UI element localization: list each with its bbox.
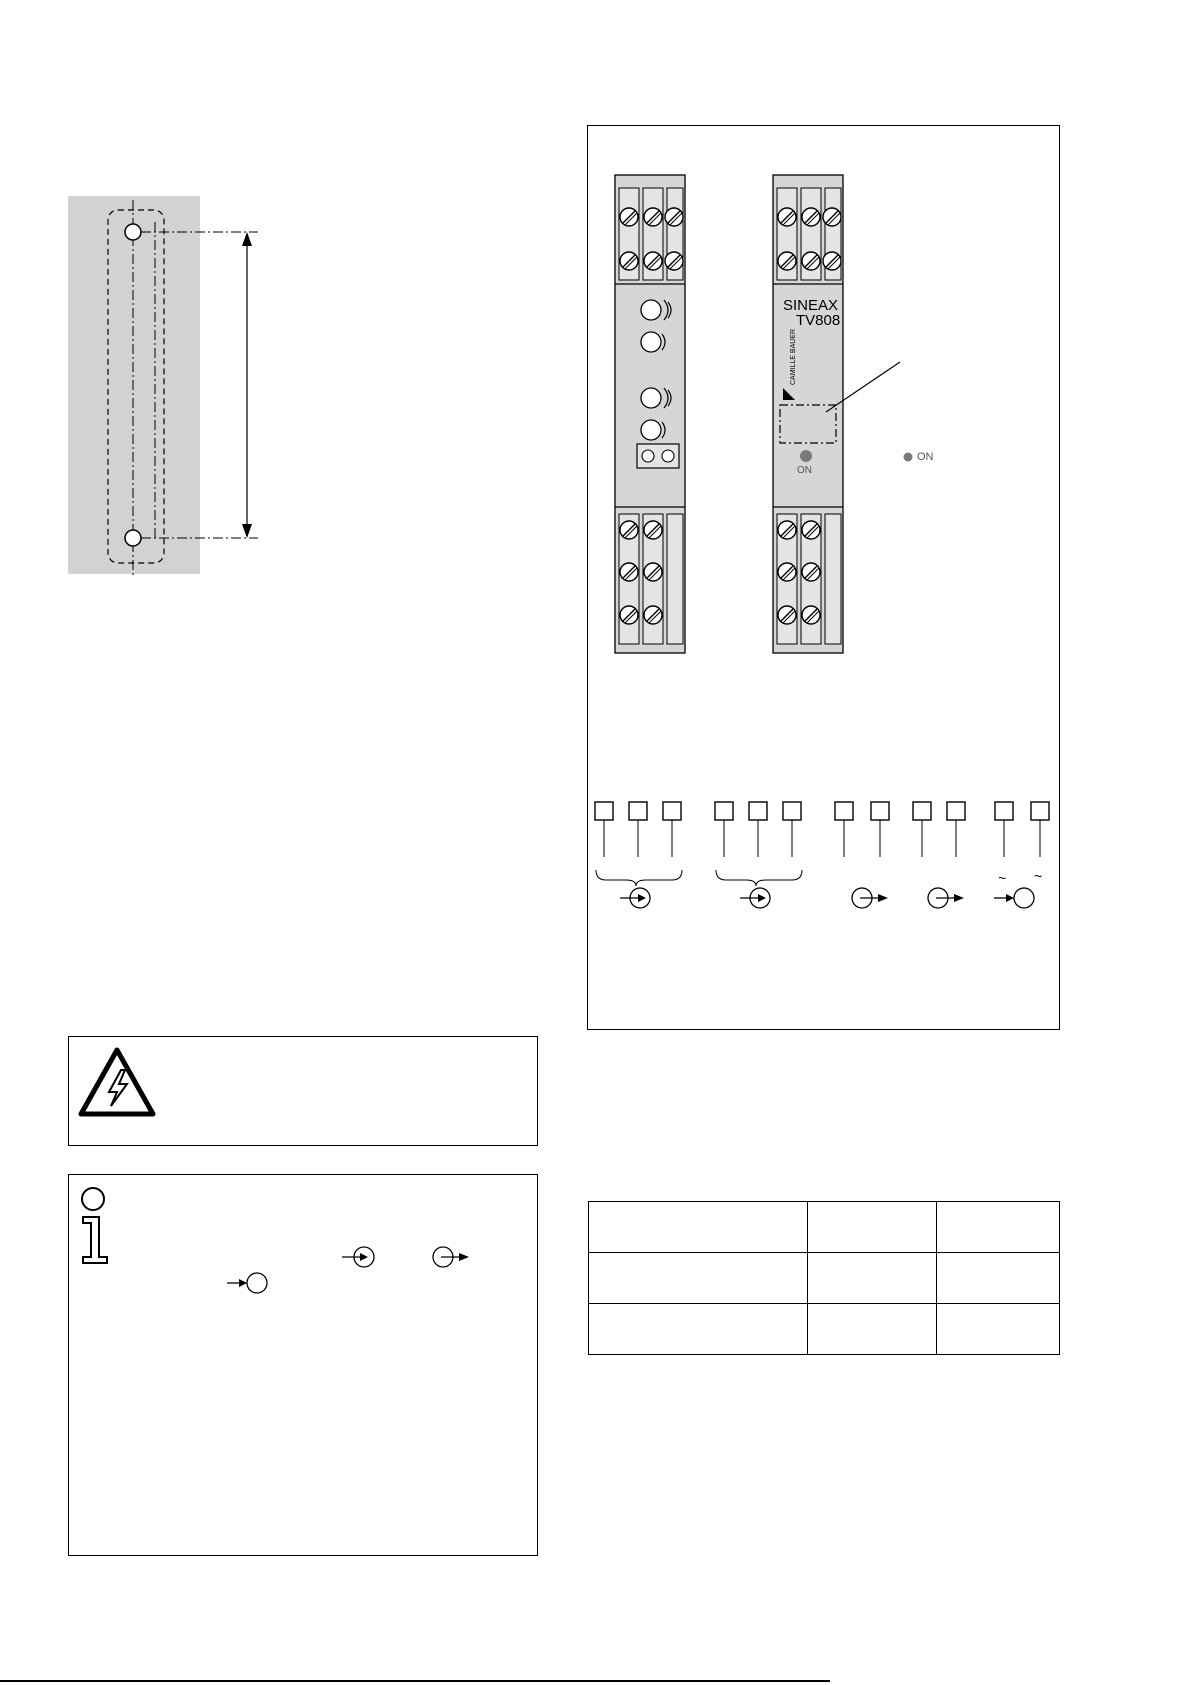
device-modules <box>600 170 1060 710</box>
module-left <box>615 175 685 653</box>
manufacturer-label: CAMILLE BAUER <box>790 328 797 385</box>
terminal-schematic <box>590 795 1060 935</box>
table-cell <box>937 1202 1060 1253</box>
device-model: TV808 <box>796 312 841 329</box>
voltage-output-icon <box>928 888 964 908</box>
legend-on-label: ON <box>917 451 934 463</box>
info-icon <box>79 1187 113 1267</box>
voltage-output-icon <box>852 888 888 908</box>
module-right <box>773 175 843 653</box>
current-source-icon <box>620 888 650 908</box>
table-row <box>589 1304 1060 1355</box>
table-cell <box>808 1253 937 1304</box>
led-label: ON <box>797 465 812 476</box>
table-cell <box>937 1253 1060 1304</box>
spec-table <box>588 1201 1060 1355</box>
current-source-icon <box>740 888 770 908</box>
table-cell <box>589 1304 808 1355</box>
mounting-dimension-drawing <box>0 190 300 590</box>
high-voltage-warning-icon <box>77 1046 157 1118</box>
device-brand: SINEAX <box>783 297 839 314</box>
ac-tilde-right: ~ <box>1034 868 1043 884</box>
warning-box <box>68 1036 538 1146</box>
info-box <box>68 1174 538 1556</box>
table-row <box>589 1253 1060 1304</box>
mounting-hole-top <box>125 224 141 240</box>
voltage-output-icon <box>431 1245 475 1269</box>
led-on-indicator <box>800 450 812 462</box>
table-cell <box>937 1304 1060 1355</box>
mounting-hole-bottom <box>125 530 141 546</box>
table-cell <box>589 1253 808 1304</box>
table-row <box>589 1202 1060 1253</box>
table-cell <box>808 1304 937 1355</box>
table-cell <box>589 1202 808 1253</box>
current-source-icon <box>336 1245 376 1269</box>
ac-source-icon <box>994 888 1034 908</box>
page-bottom-rule <box>0 1680 830 1682</box>
ac-tilde-left: ~ <box>998 870 1007 886</box>
ac-source-icon <box>225 1271 269 1295</box>
table-cell <box>808 1202 937 1253</box>
